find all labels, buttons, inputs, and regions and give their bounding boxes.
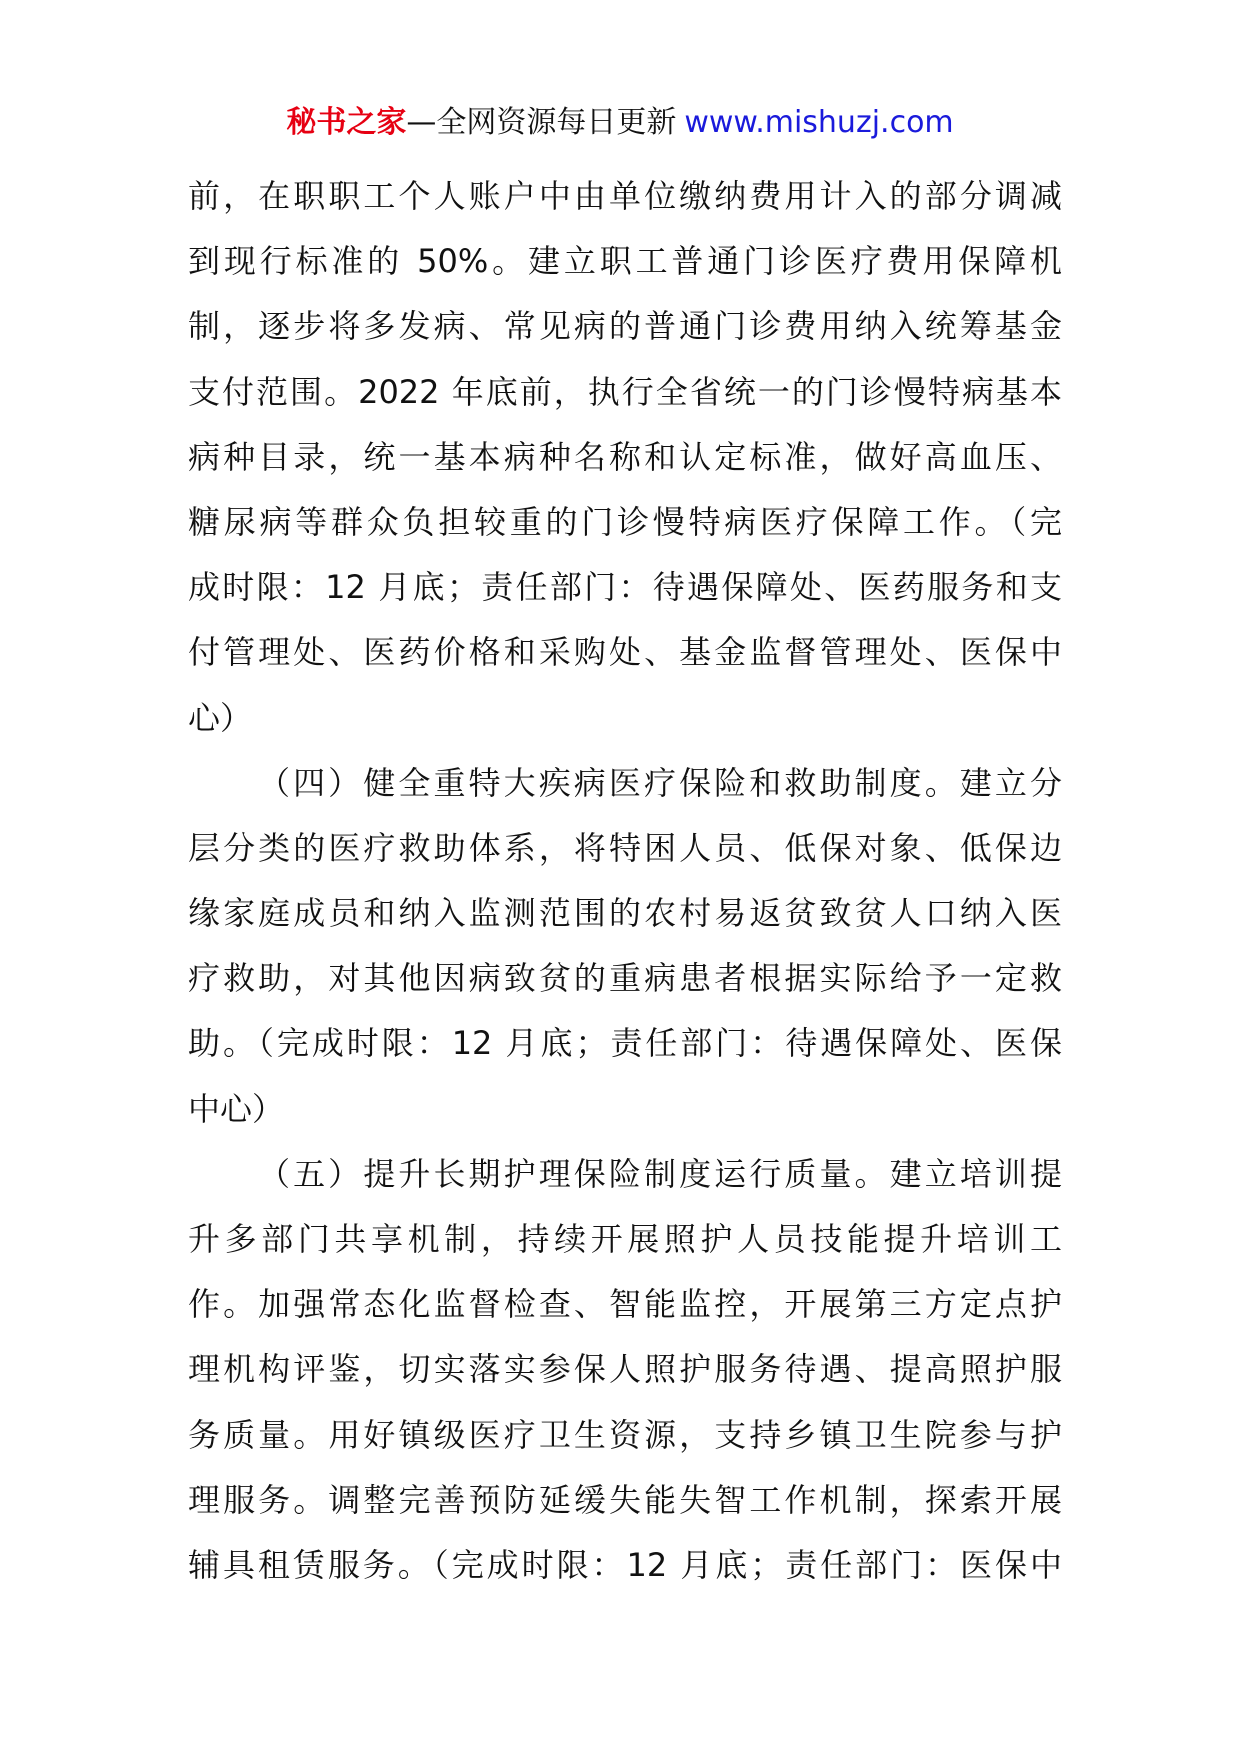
text-line: 理机构评鉴，切实落实参保人照护服务待遇、提高照护服 (188, 1350, 1062, 1389)
text-line: 疗救助，对其他因病致贫的重病患者根据实际给予一定救 (188, 959, 1062, 998)
text-line: 理服务。调整完善预防延缓失能失智工作机制，探索开展 (188, 1480, 1062, 1519)
paragraph-heading-line: （五）提升长期护理保险制度运行质量。建立培训提 (258, 1154, 1062, 1193)
text-line: 升多部门共享机制，持续开展照护人员技能提升培训工 (188, 1220, 1062, 1258)
text-line: 糖尿病等群众负担较重的门诊慢特病医疗保障工作。（完 (188, 502, 1062, 541)
text-line: 成时限：12 月底；责任部门：待遇保障处、医药服务和支 (188, 568, 1062, 607)
text-line: 病种目录，统一基本病种名称和认定标准，做好高血压、 (188, 437, 1062, 476)
text-line: 作。加强常态化监督检查、智能监控，开展第三方定点护 (188, 1285, 1062, 1324)
site-header (0, 101, 1240, 145)
text-line: 助。（完成时限：12 月底；责任部门：待遇保障处、医保 (188, 1024, 1062, 1063)
text-line: 中心） (188, 1089, 285, 1128)
text-line: 付管理处、医药价格和采购处、基金监督管理处、医保中 (188, 633, 1062, 672)
brand-name: 秘书之家 (286, 105, 407, 140)
text-line: 缘家庭成员和纳入监测范围的农村易返贫致贫人口纳入医 (188, 894, 1062, 933)
document-body (188, 164, 1062, 1598)
text-line: 层分类的医疗救助体系，将特困人员、低保对象、低保边 (188, 828, 1062, 867)
text-line: 前，在职职工个人账户中由单位缴纳费用计入的部分调减 (188, 177, 1062, 215)
site-url-link[interactable]: www.mishuzj.com (684, 105, 954, 140)
text-line: 心） (188, 698, 253, 737)
paragraph-heading-line: （四）健全重特大疾病医疗保险和救助制度。建立分 (258, 763, 1062, 802)
text-line: 制，逐步将多发病、常见病的普通门诊费用纳入统筹基金 (188, 307, 1062, 346)
text-line: 支付范围。2022 年底前，执行全省统一的门诊慢特病基本 (188, 372, 1062, 411)
text-line: 到现行标准的 50%。建立职工普通门诊医疗费用保障机 (188, 242, 1062, 281)
text-line: 务质量。用好镇级医疗卫生资源，支持乡镇卫生院参与护 (188, 1415, 1062, 1454)
header-tagline: —全网资源每日更新 (406, 105, 677, 140)
text-line: 辅具租赁服务。（完成时限：12 月底；责任部门：医保中 (188, 1545, 1062, 1584)
